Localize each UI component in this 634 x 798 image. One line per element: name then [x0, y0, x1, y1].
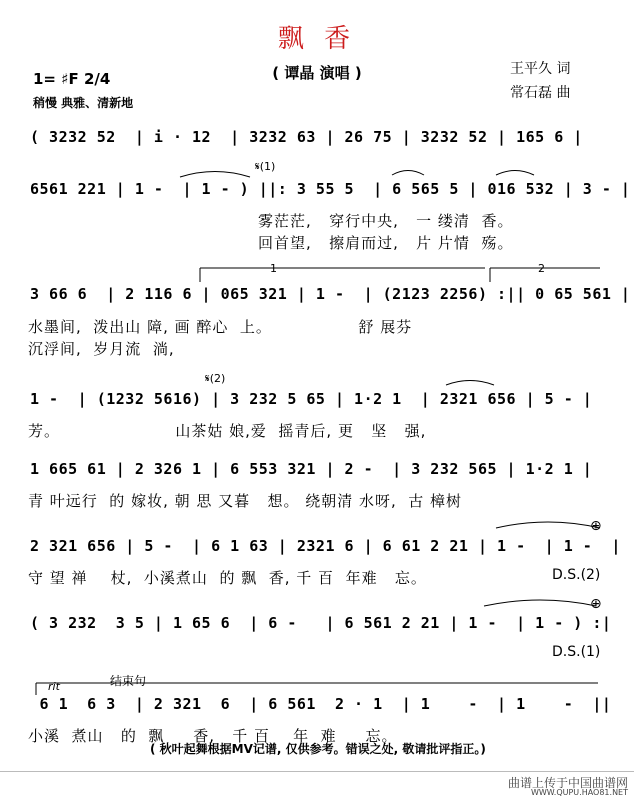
segno-2-mark: 𝄋(2) [205, 372, 226, 385]
lyric-row-4: 芳。 山茶姑 娘,爱 摇青后, 更 坚 强, [28, 422, 427, 440]
lyricist-credit: 王平久 词 [510, 61, 571, 77]
ds-1-instruction: D.S.(1) [552, 644, 601, 660]
score-row-6: 2 321 656 | 5 - | 6 1 63 | 2321 6 | 6 61 2 21 | 1 - | 1 - | [30, 537, 621, 555]
transcription-note: ( 秋叶起舞根据MV记谱, 仅供参考。错误之处, 敬请批评指正。) [150, 742, 486, 756]
slur [446, 381, 494, 386]
coda-mark-2: ⊕ [590, 596, 602, 612]
score-row-4: 1 - | (1232 5616) | 3 232 5 65 | 1·2 1 | 2321 656 | 5 - | [30, 390, 593, 408]
slur [484, 600, 596, 606]
volta-2-mark: 2 [538, 262, 545, 275]
site-url: WWW.QUPU.HAO81.NET [530, 788, 628, 797]
rit-marking: rit [48, 680, 60, 693]
score-row-2: 6561 221 | 1 - | 1 - ) ||: 3 55 5 | 6 565 5 | 016 532 | 3 - | [30, 180, 631, 198]
lyric-row-3a: 水墨间, 泼出山 障, 画 醉心 上。 舒 展芬 [28, 318, 413, 336]
score-row-1: ( 3232 52 | i · 12 | 3232 63 | 26 75 | 3232 52 | 165 6 | [30, 128, 583, 146]
score-row-7: ( 3 232 3 5 | 1 65 6 | 6 - | 6 561 2 21 | 1 - | 1 - ) :| [30, 614, 612, 632]
slur [180, 172, 250, 178]
performer: ( 谭晶 演唱 ) [272, 64, 362, 82]
lyric-row-2b: 回首望, 擦肩而过, 片 片情 殇。 [258, 234, 514, 252]
lyric-row-6: 守 望 禅 杖, 小溪煮山 的 飘 香, 千 百 年难 忘。 [28, 569, 427, 587]
slur [392, 171, 424, 176]
coda-mark-1: ⊕ [590, 518, 602, 534]
song-title: 飘 香 [277, 24, 357, 54]
slur [496, 522, 600, 528]
ending-label: 结束句 [110, 674, 147, 688]
lyric-row-2a: 雾茫茫, 穿行中央, 一 缕清 香。 [258, 212, 514, 230]
lyric-row-5: 青 叶远行 的 嫁妆, 朝 思 又暮 想。 绕朝清 水呀, 古 樟树 [28, 492, 463, 510]
ds-2-instruction: D.S.(2) [552, 567, 601, 583]
key-signature: 1= ♯F 2/4 [33, 70, 111, 88]
segno-1-mark: 𝄋(1) [255, 160, 276, 173]
lyric-row-8: 小溪 煮山 的 飘 香, 千 百 年 难 忘。 [28, 727, 398, 745]
volta-1-mark: 1 [270, 262, 277, 275]
score-row-5: 1 665 61 | 2 326 1 | 6 553 321 | 2 - | 3 232 565 | 1·2 1 | [30, 460, 593, 478]
score-row-8: 6 1 6 3 | 2 321 6 | 6 561 2 · 1 | 1 - | 1 - || [30, 695, 612, 713]
lyric-row-3b: 沉浮间, 岁月流 淌, [28, 340, 175, 358]
site-watermark: 曲谱上传于中国曲谱网 [507, 776, 628, 790]
slur [496, 171, 534, 176]
score-row-3: 3 66 6 | 2 116 6 | 065 321 | 1 - | (2123 2256) :|| 0 65 561 | [30, 285, 631, 303]
composer-credit: 常石磊 曲 [510, 85, 571, 101]
tempo-marking: 稍慢 典雅、清新地 [33, 96, 134, 110]
